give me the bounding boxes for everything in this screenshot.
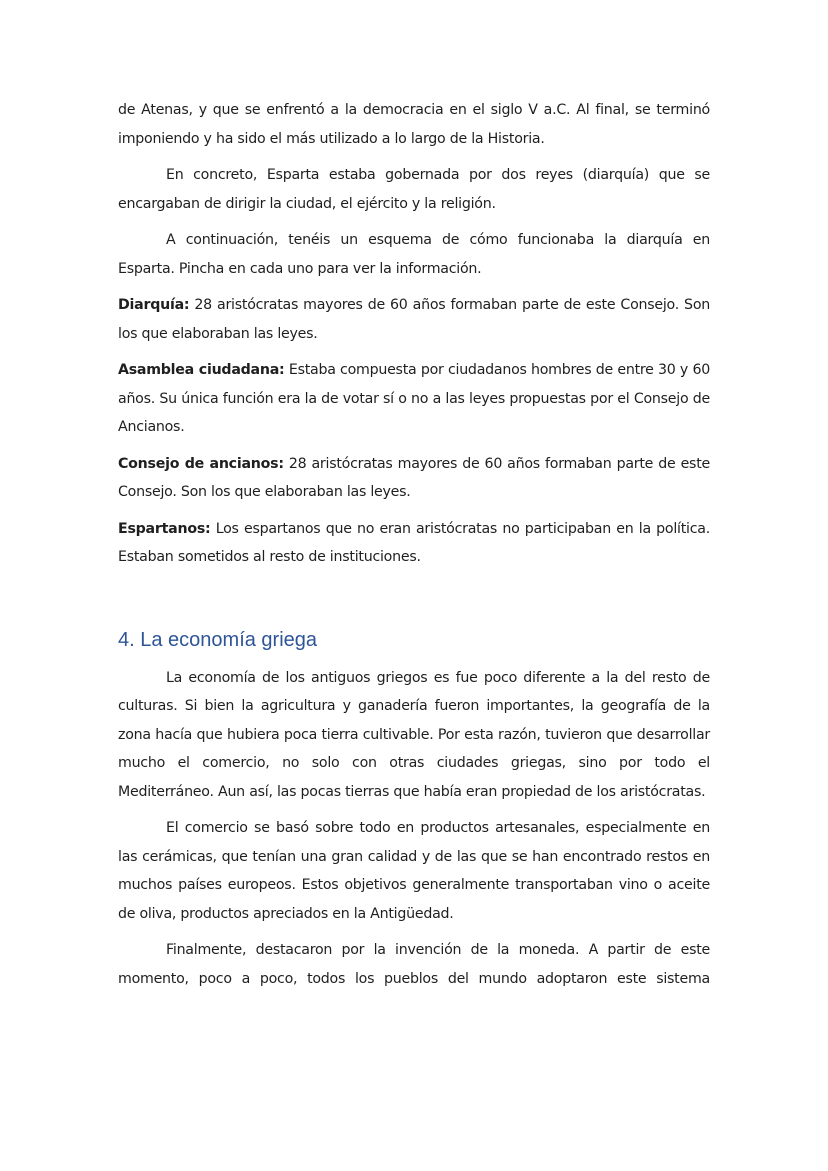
document-page [118, 96, 710, 1001]
section-heading: 4. La economía griega [118, 628, 318, 651]
definition-text: 28 aristócratas mayores de 60 años formaban parte de este Consejo. Son los que elaboraban las leyes. [118, 455, 710, 500]
definition-term: Espartanos: [118, 520, 211, 537]
definition-text: Estaba compuesta por ciudadanos hombres de entre 30 y 60 años. Su única función era la de votar sí o no a las leyes propuestas por el Consejo de Ancianos. [118, 362, 710, 435]
paragraph-athens-continuation: de Atenas, y que se enfrentó a la democracia en el siglo V a.C. Al final, se terminó imponiendo y ha sido el más utilizado a lo largo de la Historia. [118, 102, 710, 147]
definition-term: Consejo de ancianos: [118, 455, 284, 472]
paragraph-commerce: El comercio se basó sobre todo en productos artesanales, especialmente en las cerámicas, que tenían una gran calidad y de las que se han encontrado restos en muchos países europeos. Estos objetivos generalmente transportaban vino o aceite de oliva, productos apreciados en la Antigüedad. [118, 820, 710, 922]
definition-diarquia [118, 291, 710, 348]
paragraph-sparta-kings: En concreto, Esparta estaba gobernada por dos reyes (diarquía) que se encargaban de dirigir la ciudad, el ejército y la religión. [118, 167, 710, 212]
paragraph-currency: Finalmente, destacaron por la invención de la moneda. A partir de este momento, poco a poco, todos los pueblos del mundo adoptaron este sistema [118, 942, 710, 987]
definition-espartanos [118, 515, 710, 572]
definition-consejo [118, 450, 710, 507]
definition-term: Diarquía: [118, 297, 190, 313]
paragraph-economy-intro: La economía de los antiguos griegos es fue poco diferente a la del resto de culturas. Si bien la agricultura y ganadería fueron importantes, la geografía de la zona hacía que hubiera poca tierra cultivable. Por esta razón, tuvieron que desarrollar mucho el comercio, no solo con otras ciudades griegas, sino por todo el Mediterráneo. Aun así, las pocas tierras que había eran propiedad de los aristócratas. [118, 669, 710, 800]
paragraph-diarchy-scheme: A continuación, tenéis un esquema de cómo funcionaba la diarquía en Esparta. Pincha en cada uno para ver la información. [118, 232, 710, 277]
definition-text: Los espartanos que no eran aristócratas no participaban en la política. Estaban sometidos al resto de instituciones. [118, 520, 710, 565]
definition-term: Asamblea ciudadana: [118, 362, 285, 378]
definition-asamblea [118, 356, 710, 442]
definition-text: 28 aristócratas mayores de 60 años formaban parte de este Consejo. Son los que elaboraban las leyes. [118, 297, 710, 342]
